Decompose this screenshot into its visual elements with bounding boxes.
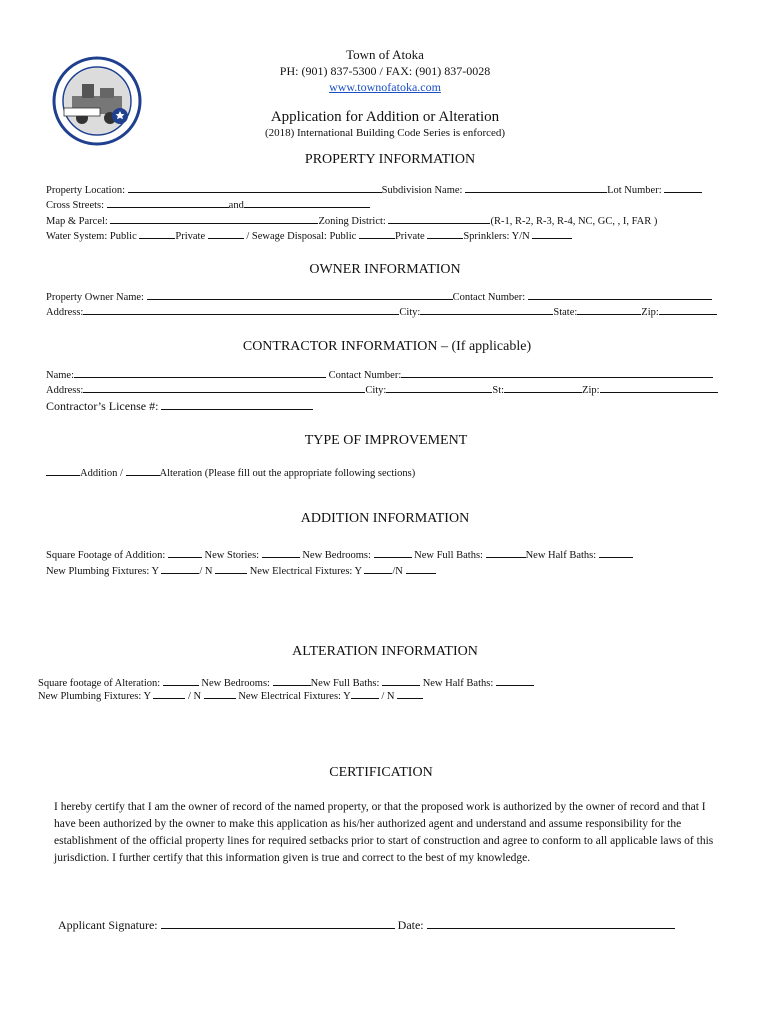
contractor-address-field[interactable] xyxy=(83,383,365,393)
owner-name-row xyxy=(46,290,712,303)
signature-row xyxy=(58,918,675,933)
date-label: Date: xyxy=(397,918,424,932)
map-parcel-field[interactable] xyxy=(110,214,318,224)
contractor-st-field[interactable] xyxy=(504,383,582,393)
addition-electrical-y-field[interactable] xyxy=(364,564,392,574)
cross-street-1-field[interactable] xyxy=(107,198,229,208)
addition-check-field[interactable] xyxy=(46,466,80,476)
alteration-electrical-y-field[interactable] xyxy=(351,689,379,699)
addition-full-baths-label: New Full Baths: xyxy=(414,550,483,561)
alteration-plumbing-label: New Plumbing Fixtures: Y xyxy=(38,691,151,702)
sprinklers-label: Sprinklers: Y/N xyxy=(463,231,530,242)
owner-city-field[interactable] xyxy=(420,305,553,315)
water-public-field[interactable] xyxy=(139,229,175,239)
addition-half-baths-label: New Half Baths: xyxy=(525,550,597,561)
addition-half-baths-field[interactable] xyxy=(599,548,633,558)
contractor-address-row xyxy=(46,383,718,396)
lot-number-label: Lot Number: xyxy=(607,185,662,196)
cross-streets-row xyxy=(46,198,370,211)
website-link[interactable]: www.townofatoka.com xyxy=(329,80,441,94)
addition-sqft-label: Square Footage of Addition: xyxy=(46,550,166,561)
alteration-plumbing-n-field[interactable] xyxy=(204,689,236,699)
alteration-half-baths-field[interactable] xyxy=(496,676,534,686)
addition-electrical-n-label: /N xyxy=(392,566,403,577)
owner-name-field[interactable] xyxy=(147,290,453,300)
owner-zip-label: Zip: xyxy=(641,307,659,318)
addition-electrical-n-field[interactable] xyxy=(406,564,436,574)
contractor-zip-label: Zip: xyxy=(582,385,600,396)
contractor-city-field[interactable] xyxy=(386,383,492,393)
certification-heading: CERTIFICATION xyxy=(329,765,433,780)
contractor-name-field[interactable] xyxy=(74,368,326,378)
alteration-row-1 xyxy=(38,676,534,689)
sewage-private-field[interactable] xyxy=(427,229,463,239)
alteration-electrical-n-label: / N xyxy=(381,691,395,702)
property-location-field[interactable] xyxy=(128,183,382,193)
improvement-heading: TYPE OF IMPROVEMENT xyxy=(304,433,468,448)
water-system-label: Water System: Public xyxy=(46,231,137,242)
utilities-row xyxy=(46,229,572,242)
addition-stories-label: New Stories: xyxy=(204,550,260,561)
contractor-contact-field[interactable] xyxy=(401,368,713,378)
owner-contact-label: Contact Number: xyxy=(452,292,526,303)
owner-address-label: Address: xyxy=(46,307,84,318)
map-parcel-label: Map & Parcel: xyxy=(46,216,108,227)
org-name: Town of Atoka xyxy=(346,47,424,62)
contractor-zip-field[interactable] xyxy=(600,383,718,393)
alteration-electrical-n-field[interactable] xyxy=(397,689,423,699)
contractor-city-label: City: xyxy=(365,385,387,396)
form-subtitle: (2018) International Building Code Series is enforced) xyxy=(264,127,506,139)
property-heading: PROPERTY INFORMATION xyxy=(304,152,476,167)
alteration-bedrooms-field[interactable] xyxy=(273,676,311,686)
cross-street-2-field[interactable] xyxy=(244,198,370,208)
contractor-license-row xyxy=(46,399,313,414)
applicant-signature-field[interactable] xyxy=(161,919,395,929)
owner-city-label: City: xyxy=(399,307,421,318)
contractor-name-label: Name: xyxy=(46,370,74,381)
addition-row-2 xyxy=(46,564,436,577)
contractor-st-label: St: xyxy=(492,385,505,396)
alteration-sqft-field[interactable] xyxy=(163,676,199,686)
owner-contact-field[interactable] xyxy=(528,290,712,300)
addition-bedrooms-field[interactable] xyxy=(374,548,412,558)
addition-electrical-label: New Electrical Fixtures: Y xyxy=(249,566,362,577)
alteration-plumbing-y-field[interactable] xyxy=(153,689,185,699)
subdivision-label: Subdivision Name: xyxy=(381,185,463,196)
zoning-district-label: Zoning District: xyxy=(318,216,386,227)
alteration-row-2 xyxy=(38,689,423,702)
addition-bedrooms-label: New Bedrooms: xyxy=(302,550,371,561)
phone-fax: PH: (901) 837-5300 / FAX: (901) 837-0028 xyxy=(279,64,491,78)
addition-sqft-field[interactable] xyxy=(168,548,202,558)
addition-row-1 xyxy=(46,548,633,561)
contractor-license-field[interactable] xyxy=(161,400,313,410)
zoning-options: (R-1, R-2, R-3, R-4, NC, GC, , I, FAR ) xyxy=(490,216,658,227)
owner-heading: OWNER INFORMATION xyxy=(309,262,461,277)
contractor-contact-label: Contact Number: xyxy=(328,370,402,381)
zoning-district-field[interactable] xyxy=(388,214,490,224)
owner-address-row xyxy=(46,305,717,318)
cross-streets-label: Cross Streets: xyxy=(46,200,105,211)
improvement-row xyxy=(46,466,415,479)
addition-full-baths-field[interactable] xyxy=(486,548,526,558)
alteration-plumbing-n-label: / N xyxy=(187,691,202,702)
contractor-address-label: Address: xyxy=(46,385,84,396)
alteration-full-baths-label: New Full Baths: xyxy=(310,678,380,689)
lot-number-field[interactable] xyxy=(664,183,702,193)
owner-state-field[interactable] xyxy=(577,305,641,315)
form-title: Application for Addition or Alteration xyxy=(270,109,500,125)
map-parcel-row xyxy=(46,214,657,227)
subdivision-field[interactable] xyxy=(465,183,607,193)
contractor-license-label: Contractor’s License #: xyxy=(46,399,159,413)
alteration-option-label: Alteration (Please fill out the appropriate following sections) xyxy=(159,468,416,479)
addition-plumbing-n-label: / N xyxy=(199,566,213,577)
owner-address-field[interactable] xyxy=(83,305,399,315)
owner-state-label: State: xyxy=(553,307,578,318)
certification-text: I hereby certify that I am the owner of record of the named property, or that the proposed work is authorized by the owner of record and that I have been authorized by the owner to make this application as his/her authorized agent and understand and assume responsibility for the establishment of the official property lines for required setbacks prior to start of construction and agree to conform to all applicable laws of this jurisdiction. I further certify that this information given is true and correct to the best of my knowledge. xyxy=(54,801,714,864)
addition-stories-field[interactable] xyxy=(262,548,300,558)
property-location-label: Property Location: xyxy=(46,185,126,196)
alteration-sqft-label: Square footage of Alteration: xyxy=(38,678,161,689)
alteration-bedrooms-label: New Bedrooms: xyxy=(201,678,270,689)
water-private-label: Private xyxy=(175,231,206,242)
addition-plumbing-n-field[interactable] xyxy=(215,564,247,574)
alteration-heading: ALTERATION INFORMATION xyxy=(292,644,478,659)
water-private-field[interactable] xyxy=(208,229,244,239)
addition-option-label: Addition / xyxy=(80,468,123,479)
addition-heading: ADDITION INFORMATION xyxy=(300,511,470,526)
owner-zip-field[interactable] xyxy=(659,305,717,315)
alteration-check-field[interactable] xyxy=(126,466,160,476)
owner-name-label: Property Owner Name: xyxy=(46,292,144,303)
sewage-label: / Sewage Disposal: Public xyxy=(246,231,357,242)
sewage-private-label: Private xyxy=(394,231,425,242)
applicant-signature-label: Applicant Signature: xyxy=(58,918,158,932)
contractor-name-row xyxy=(46,368,713,381)
sewage-public-field[interactable] xyxy=(359,229,395,239)
and-label: and xyxy=(228,200,244,211)
sprinklers-field[interactable] xyxy=(532,229,572,239)
date-field[interactable] xyxy=(427,919,675,929)
property-location-row xyxy=(46,183,702,196)
alteration-full-baths-field[interactable] xyxy=(382,676,420,686)
alteration-half-baths-label: New Half Baths: xyxy=(422,678,494,689)
addition-plumbing-y-field[interactable] xyxy=(161,564,199,574)
addition-plumbing-label: New Plumbing Fixtures: Y xyxy=(46,566,159,577)
alteration-electrical-label: New Electrical Fixtures: Y xyxy=(238,691,351,702)
contractor-heading: CONTRACTOR INFORMATION – (If applicable) xyxy=(242,339,532,354)
